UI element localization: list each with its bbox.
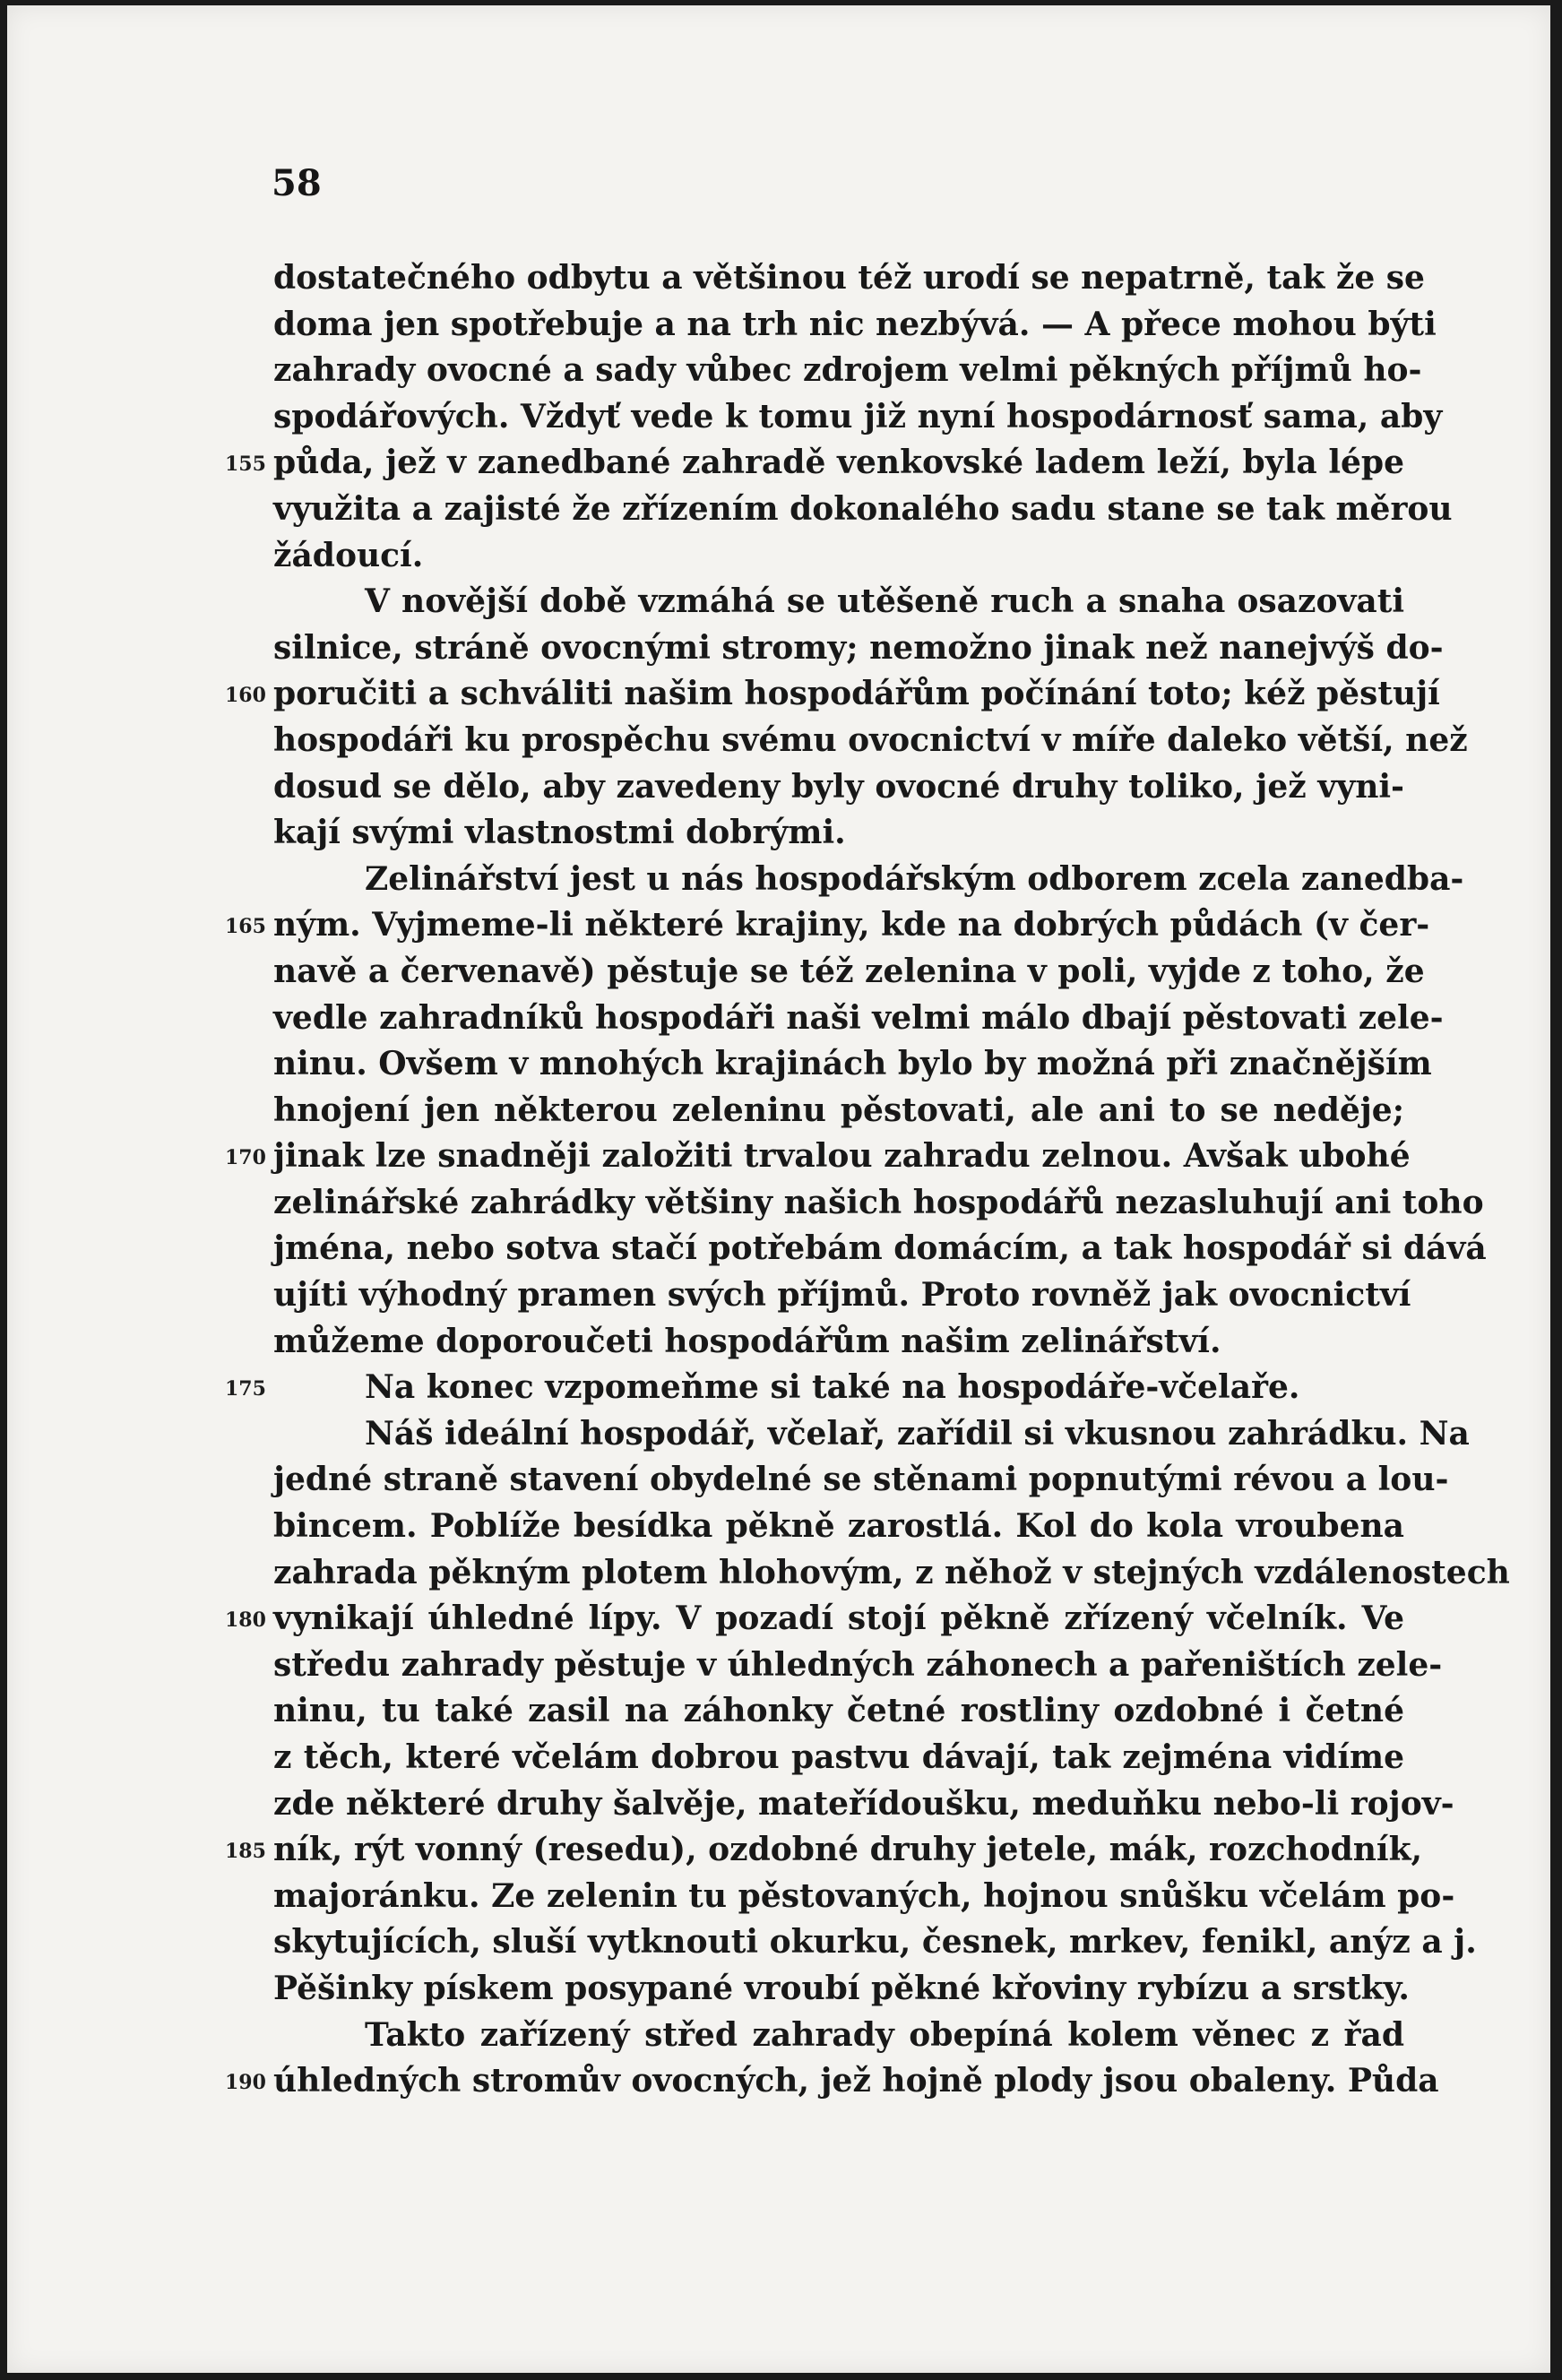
text-line <box>225 1827 1423 1874</box>
line-text: ujíti výhodný pramen svých příjmů. Proto rovněž jak ovocnictví <box>273 1276 1411 1315</box>
line-text: jinak lze snadněji založiti trvalou zahradu zelnou. Avšak ubohé <box>273 1137 1411 1176</box>
line-text: ník, rýt vonný (resedu), ozdobné druhy jetele, mák, rozchodník, <box>273 1831 1423 1869</box>
line-number: 190 <box>225 2071 266 2095</box>
text-line <box>273 1180 1484 1227</box>
line-text: žádoucí. <box>273 536 424 574</box>
line-text: kají svými vlastnostmi dobrými. <box>273 814 846 852</box>
line-text: poručiti a schváliti našim hospodářům počínání toto; kéž pěstují <box>273 675 1440 713</box>
text-line <box>225 440 1404 487</box>
line-number: 185 <box>225 1840 266 1864</box>
line-text: jména, nebo sotva stačí potřebám domácím, a tak hospodář si dává <box>273 1229 1487 1268</box>
book-page <box>7 5 1550 2373</box>
text-line <box>273 1411 1470 1458</box>
line-text: ninu. Ovšem v mnohých krajinách bylo by možná při značnějším <box>273 1045 1432 1083</box>
text-line <box>273 579 1404 625</box>
line-text: spodářových. Vždyť vede k tomu již nyní hospodárnosť sama, aby <box>273 397 1443 435</box>
line-text: ným. Vyjmeme-li některé krajiny, kde na dobrých půdách (v čer- <box>273 906 1430 944</box>
text-line <box>273 949 1425 996</box>
line-text: jedné straně stavení obydelné se stěnami popnutými révou a lou- <box>273 1461 1449 1499</box>
text-line <box>273 1041 1432 1088</box>
line-number: 180 <box>225 1608 266 1633</box>
text-line <box>273 857 1464 903</box>
line-text: půda, jež v zanedbané zahradě venkovské ladem leží, byla lépe <box>273 444 1404 482</box>
line-text: zahrady ovocné a sady vůbec zdrojem velmi pěkných příjmů ho- <box>273 351 1422 390</box>
line-text: Náš ideální hospodář, včelař, zařídil si vkusnou zahrádku. Na <box>365 1414 1470 1453</box>
text-line <box>273 718 1468 764</box>
line-number: 155 <box>225 453 266 477</box>
line-text: navě a červenavě) pěstuje se též zelenina v poli, vyjde z toho, že <box>273 952 1425 990</box>
line-text: zde některé druhy šalvěje, mateřídoušku, meduňku nebo-li rojov- <box>273 1784 1454 1823</box>
text-line <box>273 996 1444 1042</box>
text-line <box>225 1365 1404 1411</box>
text-line <box>273 1550 1510 1597</box>
line-text: můžeme doporoučeti hospodářům našim zelinářství. <box>273 1322 1221 1360</box>
line-text: Pěšinky pískem posypané vroubí pěkné křoviny rybízu a srstky. <box>273 1969 1410 2007</box>
text-line <box>273 1457 1449 1504</box>
text-line <box>273 1781 1454 1828</box>
text-line <box>273 1643 1443 1689</box>
line-text: Na konec vzpomeňme si také na hospodáře-včelaře. <box>365 1368 1300 1407</box>
text-line <box>273 1688 1404 1735</box>
text-line <box>273 1735 1404 1781</box>
line-text: bincem. Poblíže besídka pěkně zarostlá. Kol do kola vroubena <box>273 1507 1404 1546</box>
text-line <box>273 1319 1404 1366</box>
text-line <box>273 810 1404 857</box>
text-line <box>273 1919 1477 1966</box>
text-line <box>273 764 1404 811</box>
text-line <box>273 1966 1410 2013</box>
text-line <box>273 625 1444 672</box>
line-number: 175 <box>225 1377 266 1401</box>
body-text <box>225 255 1510 2105</box>
line-number: 160 <box>225 684 266 708</box>
line-text: doma jen spotřebuje a na trh nic nezbývá. — A přece mohou býti <box>273 305 1437 343</box>
line-text: vedle zahradníků hospodáři naši velmi málo dbají pěstovati zele- <box>273 998 1444 1037</box>
line-text: dosud se dělo, aby zavedeny byly ovocné druhy toliko, jež vyni- <box>273 767 1404 806</box>
text-line <box>273 1272 1411 1319</box>
line-text: majoránku. Ze zelenin tu pěstovaných, hojnou snůšku včelám po- <box>273 1876 1455 1915</box>
text-line <box>273 533 1404 580</box>
line-text: zelinářské zahrádky většiny našich hospodářů nezasluhují ani toho <box>273 1183 1484 1221</box>
line-text: hnojení jen některou zeleninu pěstovati, ale ani to se neděje; <box>273 1091 1404 1129</box>
line-text: z těch, které včelám dobrou pastvu dávají, tak zejména vidíme <box>273 1738 1404 1776</box>
line-text: dostatečného odbytu a většinou též urodí se nepatrně, tak že se <box>273 259 1425 297</box>
line-text: skytujících, sluší vytknouti okurku, česnek, mrkev, fenikl, anýz a j. <box>273 1923 1477 1962</box>
line-text: silnice, stráně ovocnými stromy; nemožno jinak než nanejvýš do- <box>273 628 1444 667</box>
text-line <box>273 302 1437 349</box>
line-number: 170 <box>225 1146 266 1170</box>
text-line <box>225 1134 1411 1180</box>
text-line <box>273 487 1453 533</box>
line-text: Takto zařízený střed zahrady obepíná kolem věnec z řad <box>365 2015 1404 2054</box>
line-text: V novější době vzmáhá se utěšeně ruch a snaha osazovati <box>365 582 1404 621</box>
text-line <box>273 1874 1455 1920</box>
page-number: 58 <box>272 162 322 204</box>
line-text: zahrada pěkným plotem hlohovým, z něhož v stejných vzdálenostech <box>273 1553 1510 1591</box>
line-text: středu zahrady pěstuje v úhledných záhonech a pařeništích zele- <box>273 1645 1443 1684</box>
line-text: využita a zajisté že zřízením dokonalého sadu stane se tak měrou <box>273 489 1453 528</box>
text-line <box>225 2058 1439 2105</box>
line-text: Zelinářství jest u nás hospodářským odborem zcela zanedba- <box>365 859 1464 898</box>
line-text: hospodáři ku prospěchu svému ovocnictví v míře daleko větší, než <box>273 720 1468 759</box>
text-line <box>273 394 1443 441</box>
line-text: vynikají úhledné lípy. V pozadí stojí pěkně zřízený včelník. Ve <box>273 1600 1404 1638</box>
text-line <box>273 1226 1487 1272</box>
text-line <box>273 348 1422 394</box>
line-text: ninu, tu také zasil na záhonky četné rostliny ozdobné i četné <box>273 1692 1404 1730</box>
text-line <box>225 671 1440 718</box>
text-line <box>225 902 1430 949</box>
text-line <box>273 1504 1404 1550</box>
text-line <box>273 255 1425 302</box>
line-number: 165 <box>225 915 266 939</box>
text-line <box>273 2013 1404 2059</box>
line-text: úhledných stromův ovocných, jež hojně plody jsou obaleny. Půda <box>273 2062 1439 2100</box>
text-line <box>225 1596 1404 1643</box>
text-line <box>273 1088 1404 1134</box>
